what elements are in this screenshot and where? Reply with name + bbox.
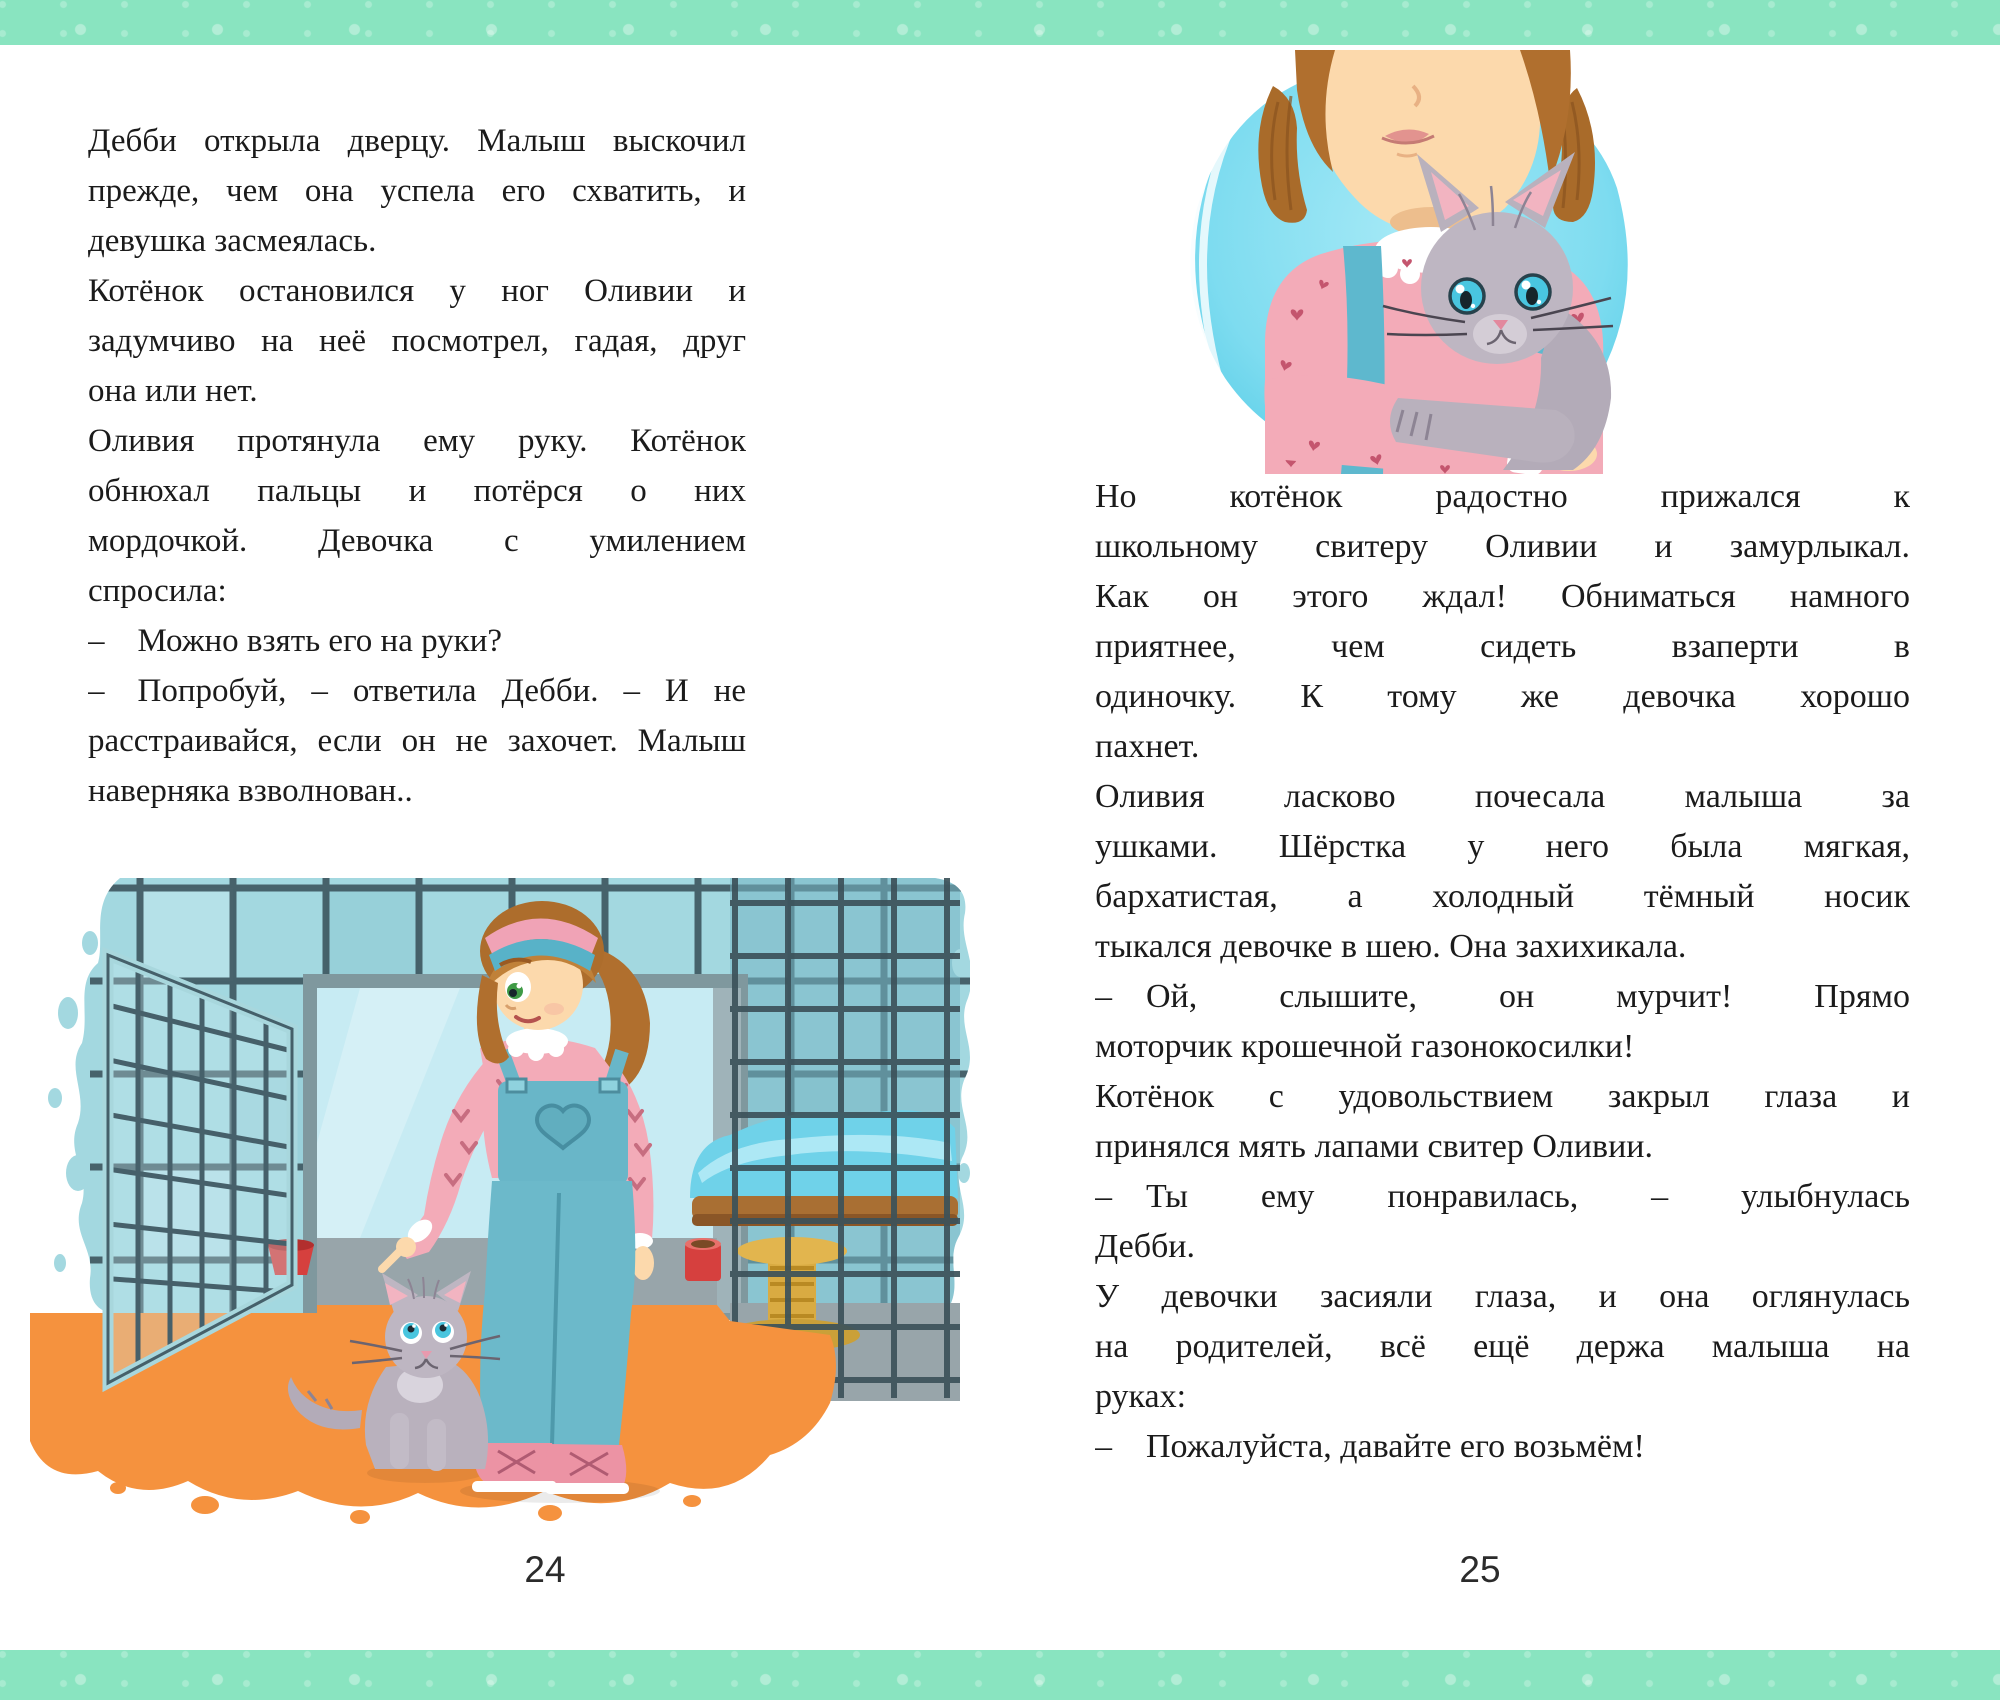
text-line: – Можно взять его на руки? (88, 623, 502, 659)
text-line: руках: (1095, 1378, 1187, 1415)
text-line: ушками. Шёрстка у него была мягкая, (1095, 828, 1910, 865)
page-24-text (88, 116, 746, 816)
text-line: расстраивайся, если он не захочет. Малыш (88, 723, 746, 759)
text-line: школьному свитеру Оливии и замурлыкал. (1095, 528, 1910, 565)
text-line: – Ой, слышите, он мурчит! Прямо (1095, 978, 1910, 1015)
text-line: – Попробуй, – ответила Дебби. – И не (88, 673, 746, 709)
girl-holding-kitten-illustration (1145, 50, 1660, 474)
text-line: У девочки засияли глаза, и она оглянулась (1095, 1278, 1910, 1315)
food-tin (685, 1238, 721, 1281)
text-line: она или нет. (88, 373, 258, 409)
text-line: Дебби открыла дверцу. Малыш выскочил (88, 123, 746, 159)
text-line: на родителей, всё ещё держа малыша на (1095, 1328, 1910, 1365)
text-line: обнюхал пальцы и потёрся о них (88, 473, 746, 509)
page-25-text (1095, 472, 1910, 1472)
text-line: приятнее, чем сидеть взаперти в (1095, 628, 1910, 665)
text-line: Котёнок остановился у ног Оливии и (88, 273, 746, 309)
text-line: моторчик крошечной газонокосилки! (1095, 1028, 1635, 1065)
text-line: принялся мять лапами свитер Оливии. (1095, 1128, 1653, 1165)
text-line: – Ты ему понравилась, – улыбнулась (1095, 1178, 1910, 1215)
text-line: бархатистая, а холодный тёмный носик (1095, 878, 1910, 915)
text-line: Оливия ласково почесала малыша за (1095, 778, 1910, 815)
text-line: тыкался девочке в шею. Она захихикала. (1095, 928, 1687, 965)
text-line: наверняка взволнован.. (88, 773, 413, 809)
text-line: прежде, чем она успела его схватить, и (88, 173, 746, 209)
page-number-25: 25 (1459, 1549, 1501, 1590)
text-line: Дебби. (1095, 1228, 1195, 1265)
bottom-border (0, 1650, 2000, 1700)
text-line: задумчиво на неё посмотрел, гадая, друг (88, 323, 746, 359)
text-line: девушка засмеялась. (88, 223, 377, 259)
text-line: мордочкой. Девочка с умилением (88, 523, 746, 559)
text-line: спросила: (88, 573, 227, 609)
text-line: Котёнок с удовольствием закрыл глаза и (1095, 1078, 1910, 1115)
text-line: Как он этого ждал! Обниматься намного (1095, 578, 1910, 615)
page-number-24: 24 (524, 1549, 566, 1590)
text-line: Но котёнок радостно прижался к (1095, 478, 1910, 515)
top-border (0, 0, 2000, 45)
text-line: Оливия протянула ему руку. Котёнок (88, 423, 746, 459)
text-line: пахнет. (1095, 728, 1200, 765)
shelter-cage-illustration (30, 843, 970, 1538)
text-line: одиночку. К тому же девочка хорошо (1095, 678, 1910, 715)
text-line: – Пожалуйста, давайте его возьмём! (1095, 1428, 1645, 1465)
